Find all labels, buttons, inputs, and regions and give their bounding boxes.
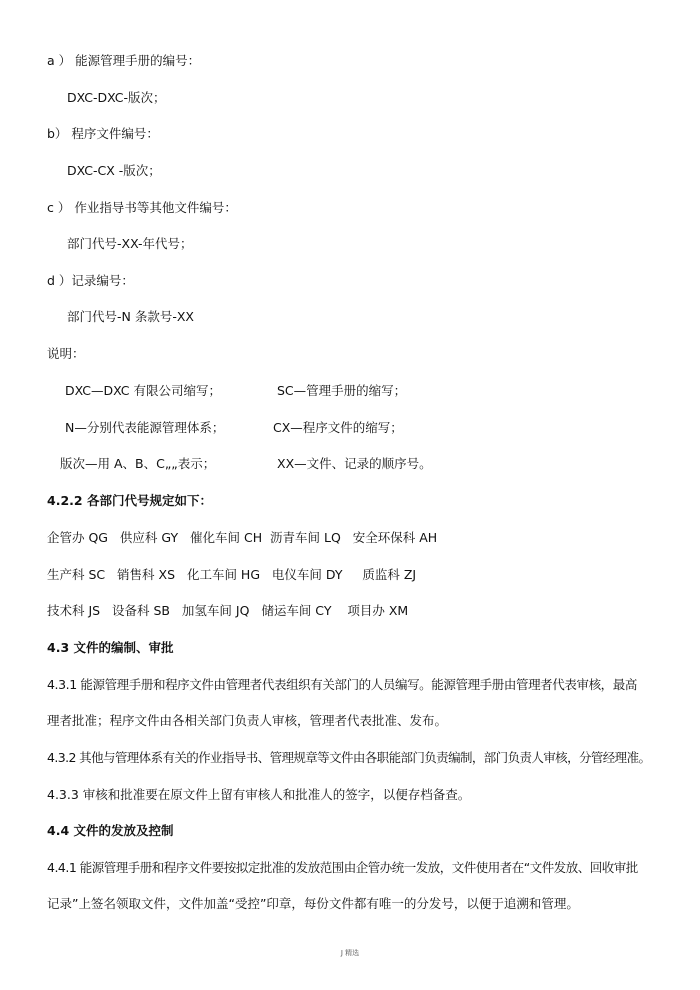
numbering-a-label: a ） 能源管理手册的编号： <box>47 53 201 68</box>
numbering-d-label: d ）记录编号： <box>47 273 134 288</box>
explain-row3-right: XX—文件、记录的顺序号。 <box>277 456 432 471</box>
section-4-3-heading: 4.3 文件的编制、审批 <box>47 640 174 655</box>
section-4-4-1-line-2: 记录”上签名领取文件，文件加盖“受控”印章，每份文件都有唯一的分发号，以便于追溯和管理。 <box>47 896 579 911</box>
section-4-3-1-line-2: 理者批准；程序文件由各相关部门负责人审核，管理者代表批准、发布。 <box>47 713 448 728</box>
numbering-d-value: 部门代号-N 条款号-XX <box>67 309 194 324</box>
explain-row3-left: 版次—用 A、B、C„„表示； <box>60 456 216 471</box>
dept-row-3: 技术科 JS 设备科 SB 加氢车间 JQ 储运车间 CY 项目办 XM <box>47 603 409 618</box>
section-4-3-2: 4.3.2 其他与管理体系有关的作业指导书、管理规章等文件由各职能部门负责编制，部门负责人审核，分管经理准。 <box>47 750 651 765</box>
dept-row-2: 生产科 SC 销售科 XS 化工车间 HG 电仪车间 DY 质监科 ZJ <box>47 567 417 582</box>
page-footer: J 精选 <box>340 949 360 957</box>
dept-row-1: 企管办 QG 供应科 GY 催化车间 CH 沥青车间 LQ 安全环保科 AH <box>47 530 438 545</box>
numbering-c-value: 部门代号-XX-年代号； <box>67 236 193 251</box>
section-4-3-3: 4.3.3 审核和批准要在原文件上留有审核人和批准人的签字，以便存档备查。 <box>47 787 471 802</box>
explain-row1-right: SC—管理手册的缩写； <box>277 383 407 398</box>
section-4-4-heading: 4.4 文件的发放及控制 <box>47 823 174 838</box>
explain-title: 说明： <box>47 346 85 361</box>
dept-heading: 4.2.2 各部门代号规定如下： <box>47 493 212 508</box>
section-4-3-1-line-1: 4.3.1 能源管理手册和程序文件由管理者代表组织有关部门的人员编写。能源管理手册由管理者代表审核，最高 <box>47 677 637 692</box>
explain-row1-left: DXC—DXC 有限公司缩写； <box>65 383 221 398</box>
explain-row2-left: N—分别代表能源管理体系； <box>65 420 225 435</box>
numbering-a-value: DXC-DXC-版次； <box>67 90 166 105</box>
section-4-4-1-line-1: 4.4.1 能源管理手册和程序文件要按拟定批准的发放范围由企管办统一发放，文件使用者在“文件发放、回收审批 <box>47 860 638 875</box>
numbering-c-label: c ） 作业指导书等其他文件编号： <box>47 200 237 215</box>
explain-row2-right: CX—程序文件的缩写； <box>273 420 403 435</box>
numbering-b-label: b） 程序文件编号： <box>47 126 159 141</box>
numbering-b-value: DXC-CX -版次； <box>67 163 161 178</box>
